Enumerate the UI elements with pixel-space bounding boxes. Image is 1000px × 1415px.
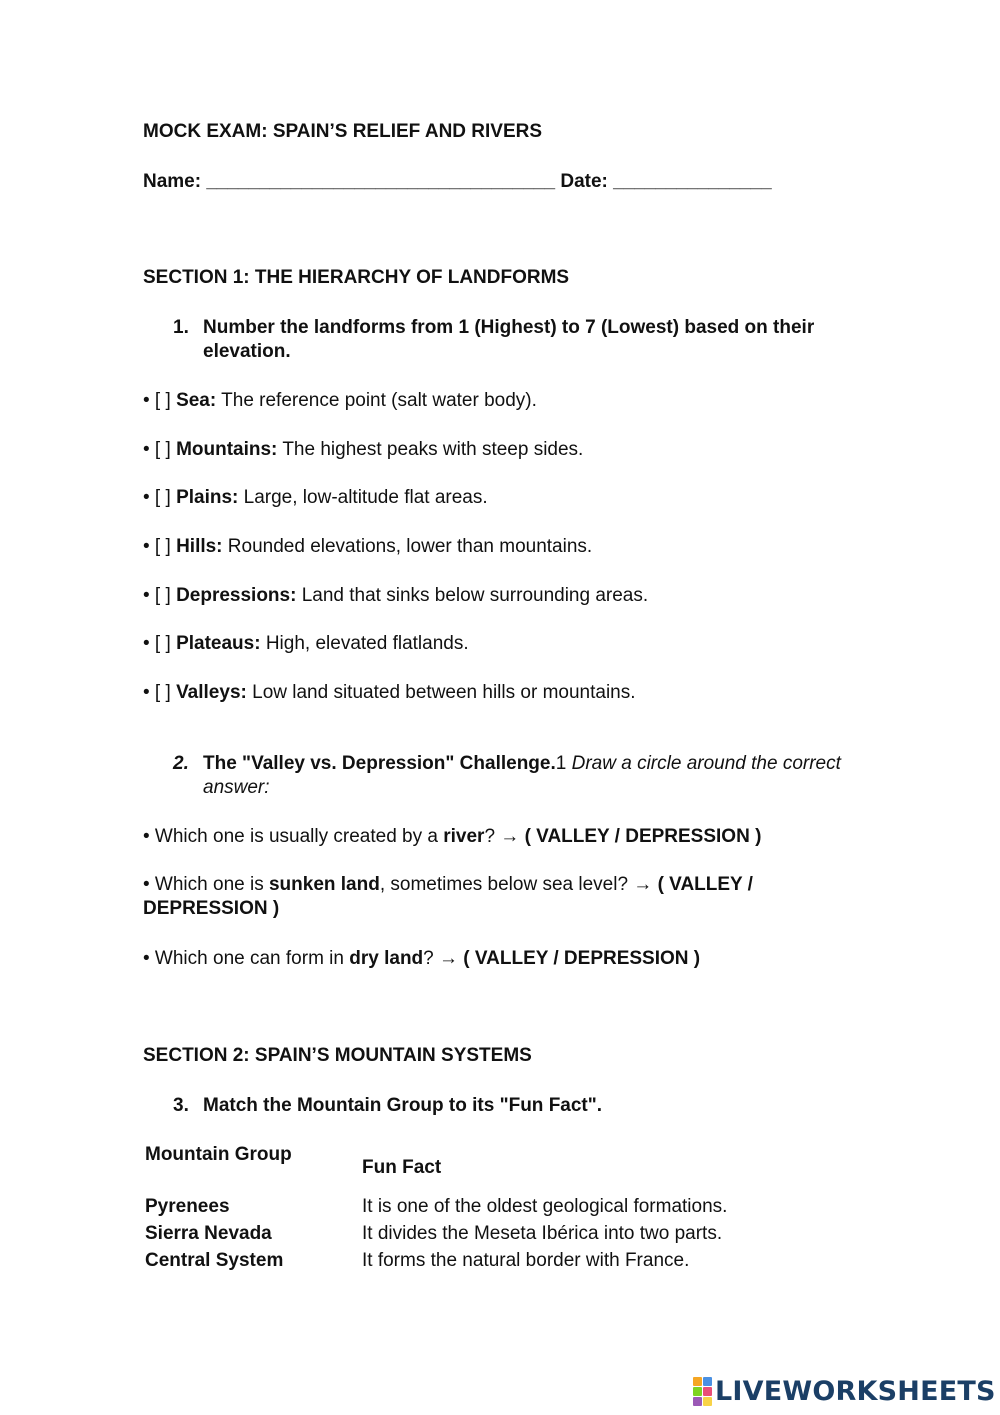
liveworksheets-logo[interactable] bbox=[693, 1373, 996, 1409]
landform-term: Hills: bbox=[176, 536, 223, 557]
column-header-fun-fact: Fun Fact bbox=[362, 1157, 442, 1178]
question-key: dry land bbox=[349, 948, 424, 969]
mountain-group[interactable]: Sierra Nevada bbox=[145, 1223, 272, 1244]
column-header-mountain-group: Mountain Group bbox=[145, 1144, 292, 1165]
question-key: river bbox=[443, 826, 485, 847]
landform-item bbox=[143, 389, 537, 413]
landform-desc: Land that sinks below surrounding areas. bbox=[301, 585, 649, 606]
fun-fact[interactable]: It is one of the oldest geological formations. bbox=[362, 1196, 728, 1217]
checkbox-bullet[interactable]: • [ ] bbox=[143, 536, 171, 557]
checkbox-bullet[interactable]: • [ ] bbox=[143, 633, 171, 654]
checkbox-bullet[interactable]: • [ ] bbox=[143, 439, 171, 460]
section2-heading: SECTION 2: SPAIN’S MOUNTAIN SYSTEMS bbox=[143, 1045, 532, 1066]
question-1-number: 1. bbox=[173, 317, 189, 338]
name-blank[interactable]: _________________________________ bbox=[206, 171, 556, 192]
question-3-number: 3. bbox=[173, 1095, 189, 1116]
question-post: ? → bbox=[484, 826, 525, 847]
page-title: MOCK EXAM: SPAIN’S RELIEF AND RIVERS bbox=[143, 121, 543, 142]
logo-square bbox=[693, 1387, 702, 1396]
logo-square bbox=[703, 1397, 712, 1406]
landform-item bbox=[143, 584, 648, 608]
date-blank[interactable]: _______________ bbox=[613, 171, 772, 192]
landform-desc: The reference point (salt water body). bbox=[221, 390, 537, 411]
logo-text: LIVEWORKSHEETS bbox=[715, 1375, 996, 1407]
checkbox-bullet[interactable]: • [ ] bbox=[143, 487, 171, 508]
question-2-number: 2. bbox=[173, 753, 189, 774]
fun-fact[interactable]: It forms the natural border with France. bbox=[362, 1250, 690, 1271]
mountain-group[interactable]: Pyrenees bbox=[145, 1196, 230, 1217]
logo-mark-icon bbox=[693, 1377, 712, 1406]
landform-item bbox=[143, 438, 583, 462]
landform-term: Sea: bbox=[176, 390, 217, 411]
name-label: Name: bbox=[143, 171, 202, 192]
question-1-text: Number the landforms from 1 (Highest) to 7 (Lowest) based on their elevation. bbox=[203, 317, 815, 362]
question-key: sunken land bbox=[268, 874, 380, 895]
answer-options[interactable]: ( VALLEY / DEPRESSION ) bbox=[143, 874, 753, 919]
landform-item bbox=[143, 681, 636, 705]
landform-desc: Rounded elevations, lower than mountains. bbox=[227, 536, 593, 557]
circle-question bbox=[143, 873, 823, 921]
circle-question bbox=[143, 825, 761, 849]
landform-item bbox=[143, 632, 469, 656]
logo-square bbox=[693, 1397, 702, 1406]
landform-desc: The highest peaks with steep sides. bbox=[282, 439, 584, 460]
landform-item bbox=[143, 486, 488, 510]
question-3-text: Match the Mountain Group to its "Fun Fact". bbox=[203, 1095, 603, 1116]
question-2-instruction: Draw a circle around the correct answer: bbox=[203, 753, 841, 798]
checkbox-bullet[interactable]: • [ ] bbox=[143, 682, 171, 703]
question-pre: • Which one can form in bbox=[143, 948, 350, 969]
question-post: ? → bbox=[423, 948, 464, 969]
checkbox-bullet[interactable]: • [ ] bbox=[143, 585, 171, 606]
mountain-group[interactable]: Central System bbox=[145, 1250, 284, 1271]
question-2-text bbox=[203, 752, 843, 800]
section1-heading: SECTION 1: THE HIERARCHY OF LANDFORMS bbox=[143, 267, 570, 288]
date-label: Date: bbox=[560, 171, 608, 192]
answer-options[interactable]: ( VALLEY / DEPRESSION ) bbox=[524, 826, 762, 847]
landform-term: Depressions: bbox=[176, 585, 297, 606]
fun-fact[interactable]: It divides the Meseta Ibérica into two parts. bbox=[362, 1223, 723, 1244]
answer-options[interactable]: ( VALLEY / DEPRESSION ) bbox=[463, 948, 701, 969]
landform-term: Mountains: bbox=[176, 439, 278, 460]
name-date-row bbox=[143, 170, 772, 194]
question-pre: • Which one is bbox=[143, 874, 269, 895]
question-2-title: The "Valley vs. Depression" Challenge. bbox=[203, 753, 556, 774]
landform-desc: High, elevated flatlands. bbox=[265, 633, 469, 654]
landform-term: Plains: bbox=[176, 487, 239, 508]
landform-desc: Low land situated between hills or mountains. bbox=[252, 682, 636, 703]
checkbox-bullet[interactable]: • [ ] bbox=[143, 390, 171, 411]
landform-item bbox=[143, 535, 592, 559]
logo-square bbox=[693, 1377, 702, 1386]
question-post: , sometimes below sea level? → bbox=[379, 874, 658, 895]
landform-term: Plateaus: bbox=[176, 633, 261, 654]
question-pre: • Which one is usually created by a bbox=[143, 826, 444, 847]
footnote-marker: 1 bbox=[555, 753, 567, 774]
landform-term: Valleys: bbox=[176, 682, 247, 703]
logo-square bbox=[703, 1377, 712, 1386]
logo-square bbox=[703, 1387, 712, 1396]
landform-desc: Large, low-altitude flat areas. bbox=[243, 487, 488, 508]
circle-question bbox=[143, 947, 700, 971]
